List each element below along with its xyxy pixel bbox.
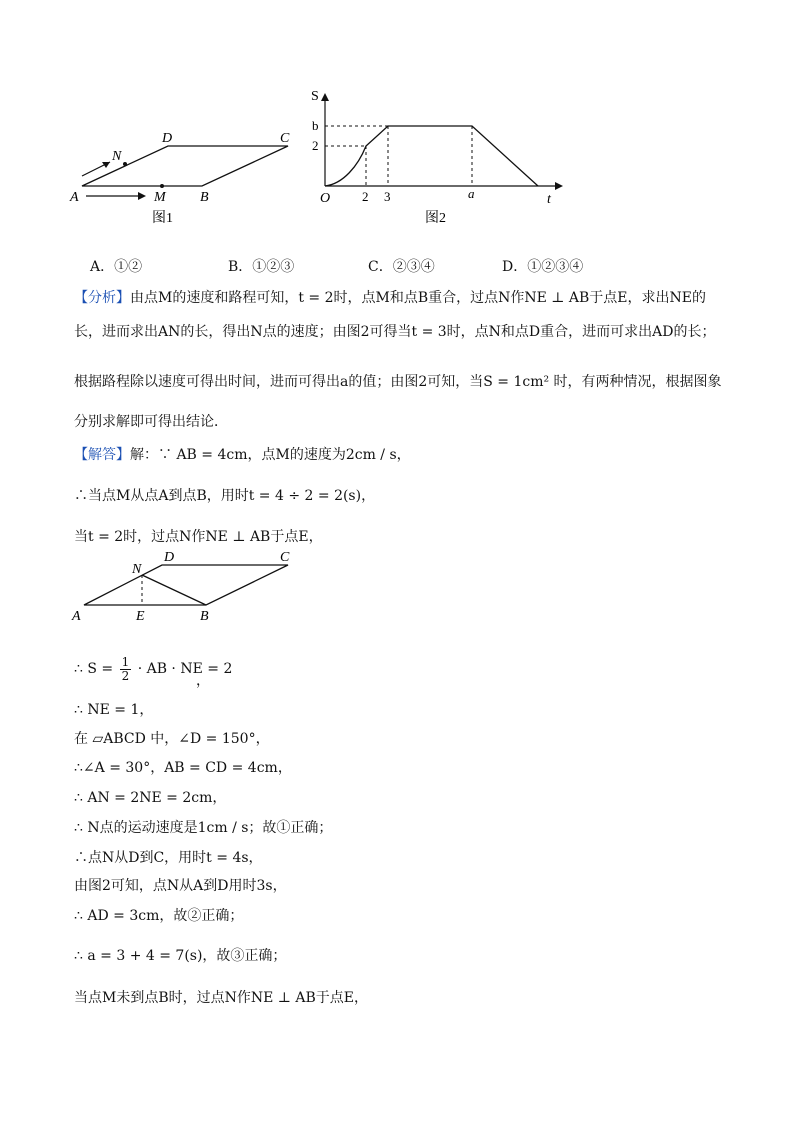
label3-e: E	[136, 609, 145, 624]
figure-2	[308, 86, 578, 236]
s-curve	[325, 126, 538, 186]
label3-c: C	[280, 550, 290, 565]
analysis-text-1: 由点M的速度和路程可知，t = 2时，点M和点B重合，过点N作NE ⊥ AB于点E，求出NE的	[130, 290, 706, 306]
point-m-dot	[160, 184, 164, 188]
solution-line-11: 由图2可知，点N从A到D用时3s，	[74, 878, 287, 894]
y-arrow-icon	[321, 93, 329, 101]
arrowhead-m-icon	[138, 192, 146, 200]
solution-line-2: ∴当点M从点A到点B，用时t = 4 ÷ 2 = 2(s)，	[74, 488, 376, 504]
fraction-half	[120, 656, 132, 683]
label3-d: D	[164, 550, 175, 565]
label3-b: B	[200, 609, 209, 624]
s-eq-comma: ，	[196, 673, 210, 689]
frac-num: 1	[121, 654, 130, 669]
solution-line-14: 当点M未到点B时，过点N作NE ⊥ AB于点E，	[74, 990, 369, 1006]
solution-line-9: ∴ N点的运动速度是1cm / s；故①正确；	[74, 820, 333, 836]
analysis-line-1	[74, 288, 706, 308]
solution-line-5: ∴ NE = 1，	[74, 702, 154, 718]
solution-line-10: ∴点N从D到C，用时t = 4s，	[74, 850, 263, 866]
x-tick-2: 2	[362, 189, 369, 204]
s-eq-post: · AB · NE = 2	[137, 661, 233, 677]
solution-line-7: ∴∠A = 30°，AB = CD = 4cm，	[74, 760, 292, 776]
analysis-line-2: 长，进而求出AN的长，得出N点的速度；由图2可得当t = 3时，点N和点D重合，进而可求出AD的长；	[74, 324, 716, 340]
option-b: B．①②③	[228, 259, 295, 275]
figure1-caption: 图1	[152, 211, 173, 226]
label-c: C	[280, 131, 290, 146]
label-b: B	[200, 190, 209, 205]
segment-nb	[142, 575, 206, 605]
s-eq-pre: ∴ S =	[74, 661, 114, 677]
y-tick-2: 2	[312, 138, 319, 153]
frac-den: 2	[121, 668, 130, 683]
option-a: A．①②	[90, 259, 143, 275]
solution-line-3: 当t = 2时，过点N作NE ⊥ AB于点E，	[74, 529, 323, 545]
label-a: A	[70, 190, 79, 205]
parallelogram-3	[84, 565, 288, 605]
option-c: C．②③④	[368, 259, 435, 275]
x-axis-label: t	[547, 192, 551, 207]
solution-line-8: ∴ AN = 2NE = 2cm，	[74, 790, 227, 806]
y-tick-b: b	[312, 118, 319, 133]
solution-text-1: 解：∵ AB = 4cm，点M的速度为2cm / s，	[130, 447, 411, 463]
solution-line-6: 在 ▱ABCD 中，∠D = 150°，	[74, 731, 270, 747]
analysis-tag: 【分析】	[74, 290, 130, 306]
x-tick-a: a	[468, 186, 475, 201]
solution-tag: 【解答】	[74, 447, 130, 463]
figure-3	[66, 548, 306, 628]
option-d: D．①②③④	[502, 259, 584, 275]
label3-a: A	[72, 609, 81, 624]
analysis-line-4: 分别求解即可得出结论．	[74, 414, 228, 430]
solution-line-1	[74, 445, 411, 465]
origin-label: O	[320, 191, 331, 206]
label3-n: N	[132, 562, 142, 577]
y-axis-label: S	[311, 89, 319, 104]
point-n-dot	[123, 162, 127, 166]
analysis-line-3: 根据路程除以速度可得出时间，进而可得出a的值；由图2可知，当S = 1cm² 时，有两种情况，根据图象	[74, 374, 722, 390]
label-m: M	[154, 190, 166, 205]
figure-1	[66, 120, 306, 240]
label-n: N	[112, 149, 122, 164]
label-d: D	[162, 131, 173, 146]
solution-line-12: ∴ AD = 3cm，故②正确；	[74, 908, 244, 924]
x-tick-3: 3	[384, 189, 391, 204]
figure2-caption: 图2	[425, 211, 446, 226]
x-arrow-icon	[555, 182, 563, 190]
solution-line-13: ∴ a = 3 + 4 = 7(s)，故③正确；	[74, 948, 287, 964]
